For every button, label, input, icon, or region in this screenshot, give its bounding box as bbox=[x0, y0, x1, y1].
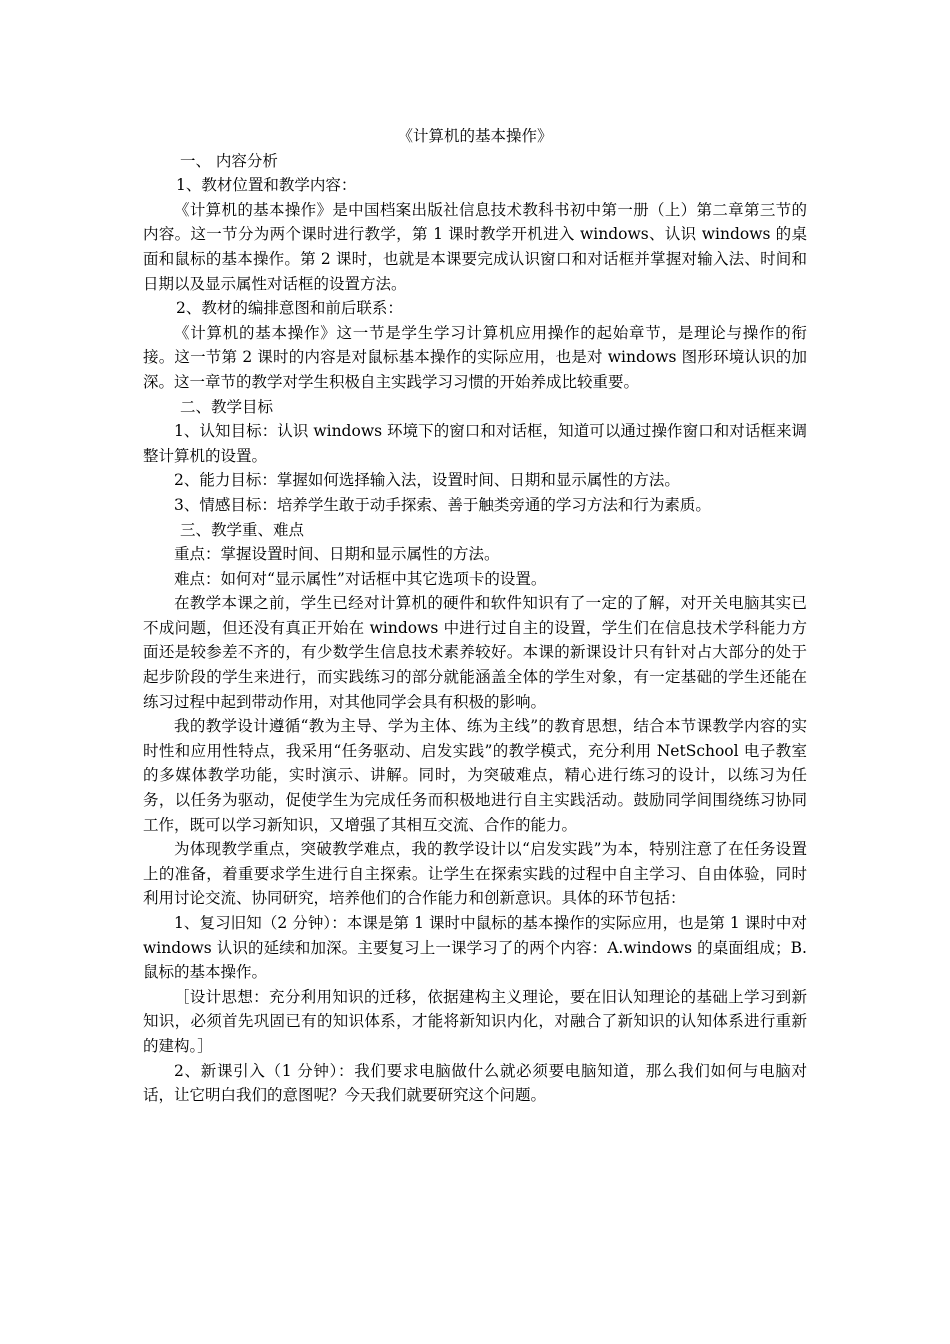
section-heading-key-points: 三、教学重、难点 bbox=[180, 520, 305, 539]
subheading-textbook-position: 1、教材位置和教学内容： bbox=[176, 176, 357, 195]
paragraph: 为体现教学重点，突破教学难点，我的教学设计以“启发实践”为本，特别注意了在任务设置上的准备，着重要求学生进行自主探索。让学生在探索实践的过程中自主学习、自由体验，同时利用讨论交流、协同研究，培养他们的合作能力和创新意识。具体的环节包括： bbox=[143, 840, 807, 908]
paragraph: 3、情感目标：培养学生敢于动手探索、善于触类旁通的学习方法和行为素质。 bbox=[174, 495, 711, 514]
paragraph: 《计算机的基本操作》这一节是学生学习计算机应用操作的起始章节，是理论与操作的衔接。这一节第 2 课时的内容是对鼠标基本操作的实际应用，也是对 windows 图形环境认识的加深。这一章节的教学对学生积极自主实践学习习惯的开始养成比较重要。 bbox=[143, 323, 807, 391]
paragraph: 1、复习旧知（2 分钟）：本课是第 1 课时中鼠标的基本操作的实际应用，也是第 1 课时中对 windows 认识的延续和加深。主要复习上一课学习了的两个内容：A.windows 的桌面组成；B.鼠标的基本操作。 bbox=[143, 914, 807, 982]
subheading-textbook-intent: 2、教材的编排意图和前后联系： bbox=[176, 299, 403, 318]
paragraph: 在教学本课之前，学生已经对计算机的硬件和软件知识有了一定的了解，对开关电脑其实已不成问题，但还没有真正开始在 windows 中进行过自主的设置，学生们在信息技术学科能力方面还是较参差不齐的，有少数学生信息技术素养较好。本课的新课设计只有针对占大部分的处于起步阶段的学生来进行，而实践练习的部分就能涵盖全体的学生对象，有一定基础的学生还能在练习过程中起到带动作用，对其他同学会具有积极的影响。 bbox=[143, 594, 807, 711]
paragraph: 1、认知目标：认识 windows 环境下的窗口和对话框，知道可以通过操作窗口和对话框来调整计算机的设置。 bbox=[143, 422, 807, 465]
paragraph: 重点：掌握设置时间、日期和显示属性的方法。 bbox=[174, 545, 500, 564]
paragraph: 我的教学设计遵循“教为主导、学为主体、练为主线”的教育思想，结合本节课教学内容的实时性和应用性特点，我采用“任务驱动、启发实践”的教学模式，充分利用 NetSchool 电子教室的多媒体教学功能，实时演示、讲解。同时，为突破难点，精心进行练习的设计，以练习为任务，以任务为驱动，促使学生为完成任务而积极地进行自主实践活动。鼓励同学间围绕练习协同工作，既可以学习新知识，又增强了其相互交流、合作的能力。 bbox=[143, 717, 807, 834]
document-page bbox=[143, 124, 807, 1108]
document-title: 《计算机的基本操作》 bbox=[397, 127, 553, 145]
paragraph: 2、能力目标：掌握如何选择输入法，设置时间、日期和显示属性的方法。 bbox=[174, 471, 680, 490]
paragraph: 难点：如何对“显示属性”对话框中其它选项卡的设置。 bbox=[174, 569, 547, 588]
section-heading-teaching-goals: 二、教学目标 bbox=[180, 397, 274, 416]
paragraph: 《计算机的基本操作》是中国档案出版社信息技术教科书初中第一册（上）第二章第三节的内容。这一节分为两个课时进行教学，第 1 课时教学开机进入 windows、认识 windows 的桌面和鼠标的基本操作。第 2 课时，也就是本课要完成认识窗口和对话框并掌握对输入法、时间和日期以及显示属性对话框的设置方法。 bbox=[143, 200, 807, 293]
paragraph: ［设计思想：充分利用知识的迁移，依据建构主义理论，要在旧认知理论的基础上学习到新知识，必须首先巩固已有的知识体系，才能将新知识内化，对融合了新知识的认知体系进行重新的建构。］ bbox=[143, 987, 807, 1055]
section-heading-content-analysis: 一、 内容分析 bbox=[180, 151, 278, 170]
paragraph: 2、新课引入（1 分钟）：我们要求电脑做什么就必须要电脑知道，那么我们如何与电脑对话，让它明白我们的意图呢？今天我们就要研究这个问题。 bbox=[143, 1061, 807, 1105]
